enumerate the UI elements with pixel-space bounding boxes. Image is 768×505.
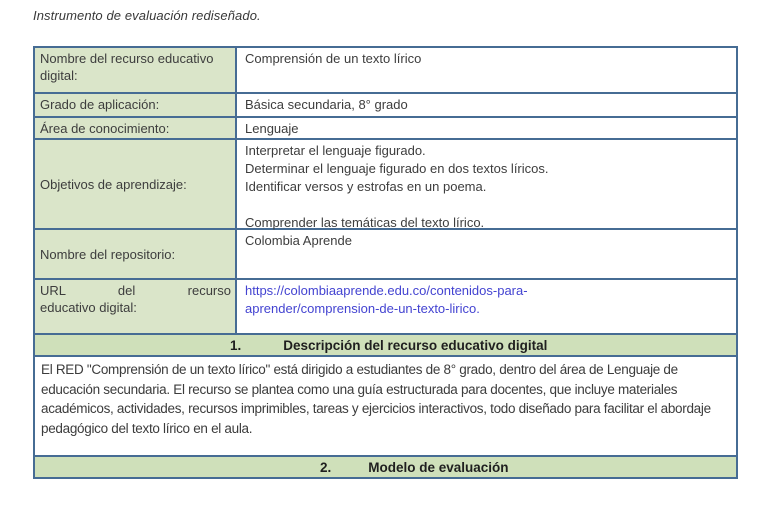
resource-url-label <box>35 280 237 333</box>
resource-url-label-line2: educativo digital: <box>40 300 137 315</box>
knowledge-area-label: Área de conocimiento: <box>35 118 237 138</box>
grade-label: Grado de aplicación: <box>35 94 237 116</box>
row-learning-objectives <box>35 140 736 230</box>
row-grade <box>35 94 736 118</box>
resource-name-label: Nombre del recurso educativo digital: <box>35 48 237 92</box>
resource-url-link[interactable] <box>245 282 730 318</box>
row-knowledge-area <box>35 118 736 140</box>
section-header-evaluation-model <box>35 457 736 477</box>
resource-url-line1: https://colombiaaprende.edu.co/contenidos-para- <box>245 283 528 298</box>
objective-line: Interpretar el lenguaje figurado. <box>245 143 426 158</box>
objective-line: Identificar versos y estrofas en un poema. <box>245 179 487 194</box>
grade-value: Básica secundaria, 8° grado <box>237 94 736 116</box>
section-2-title: Modelo de evaluación <box>368 459 509 475</box>
learning-objectives-value <box>237 140 736 228</box>
row-resource-url <box>35 280 736 335</box>
resource-url-label-line1: URL del recurso <box>40 283 231 298</box>
section-2-number: 2. <box>320 459 332 475</box>
knowledge-area-value: Lenguaje <box>237 118 736 138</box>
section-1-title: Descripción del recurso educativo digital <box>283 337 548 353</box>
objective-line: Determinar el lenguaje figurado en dos textos líricos. <box>245 161 549 176</box>
resource-url-line2: aprender/comprension-de-un-texto-lirico. <box>245 301 480 316</box>
section-1-number: 1. <box>230 337 242 353</box>
resource-description-paragraph: El RED "Comprensión de un texto lírico" está dirigido a estudiantes de 8° grado, dentro del área de Lenguaje de educación secundaria. El recurso se plantea como una guía estructurada para docentes, que incluye materiales académicos, actividades, recursos imprimibles, tareas y ejercicios interactivos, todo diseñado para facilitar el abordaje pedagógico del texto lírico en el aula. <box>35 357 736 457</box>
evaluation-instrument-table <box>33 46 738 479</box>
resource-url-value <box>237 280 736 333</box>
objective-line-blank <box>245 196 730 214</box>
repository-label: Nombre del repositorio: <box>35 230 237 278</box>
learning-objectives-label: Objetivos de aprendizaje: <box>35 140 237 228</box>
row-resource-name <box>35 48 736 94</box>
document-caption: Instrumento de evaluación rediseñado. <box>33 8 261 23</box>
resource-name-value: Comprensión de un texto lírico <box>237 48 736 92</box>
row-repository <box>35 230 736 280</box>
repository-value: Colombia Aprende <box>237 230 736 278</box>
objective-line: Comprender las temáticas del texto lírico. <box>245 215 485 230</box>
section-header-description <box>35 335 736 357</box>
